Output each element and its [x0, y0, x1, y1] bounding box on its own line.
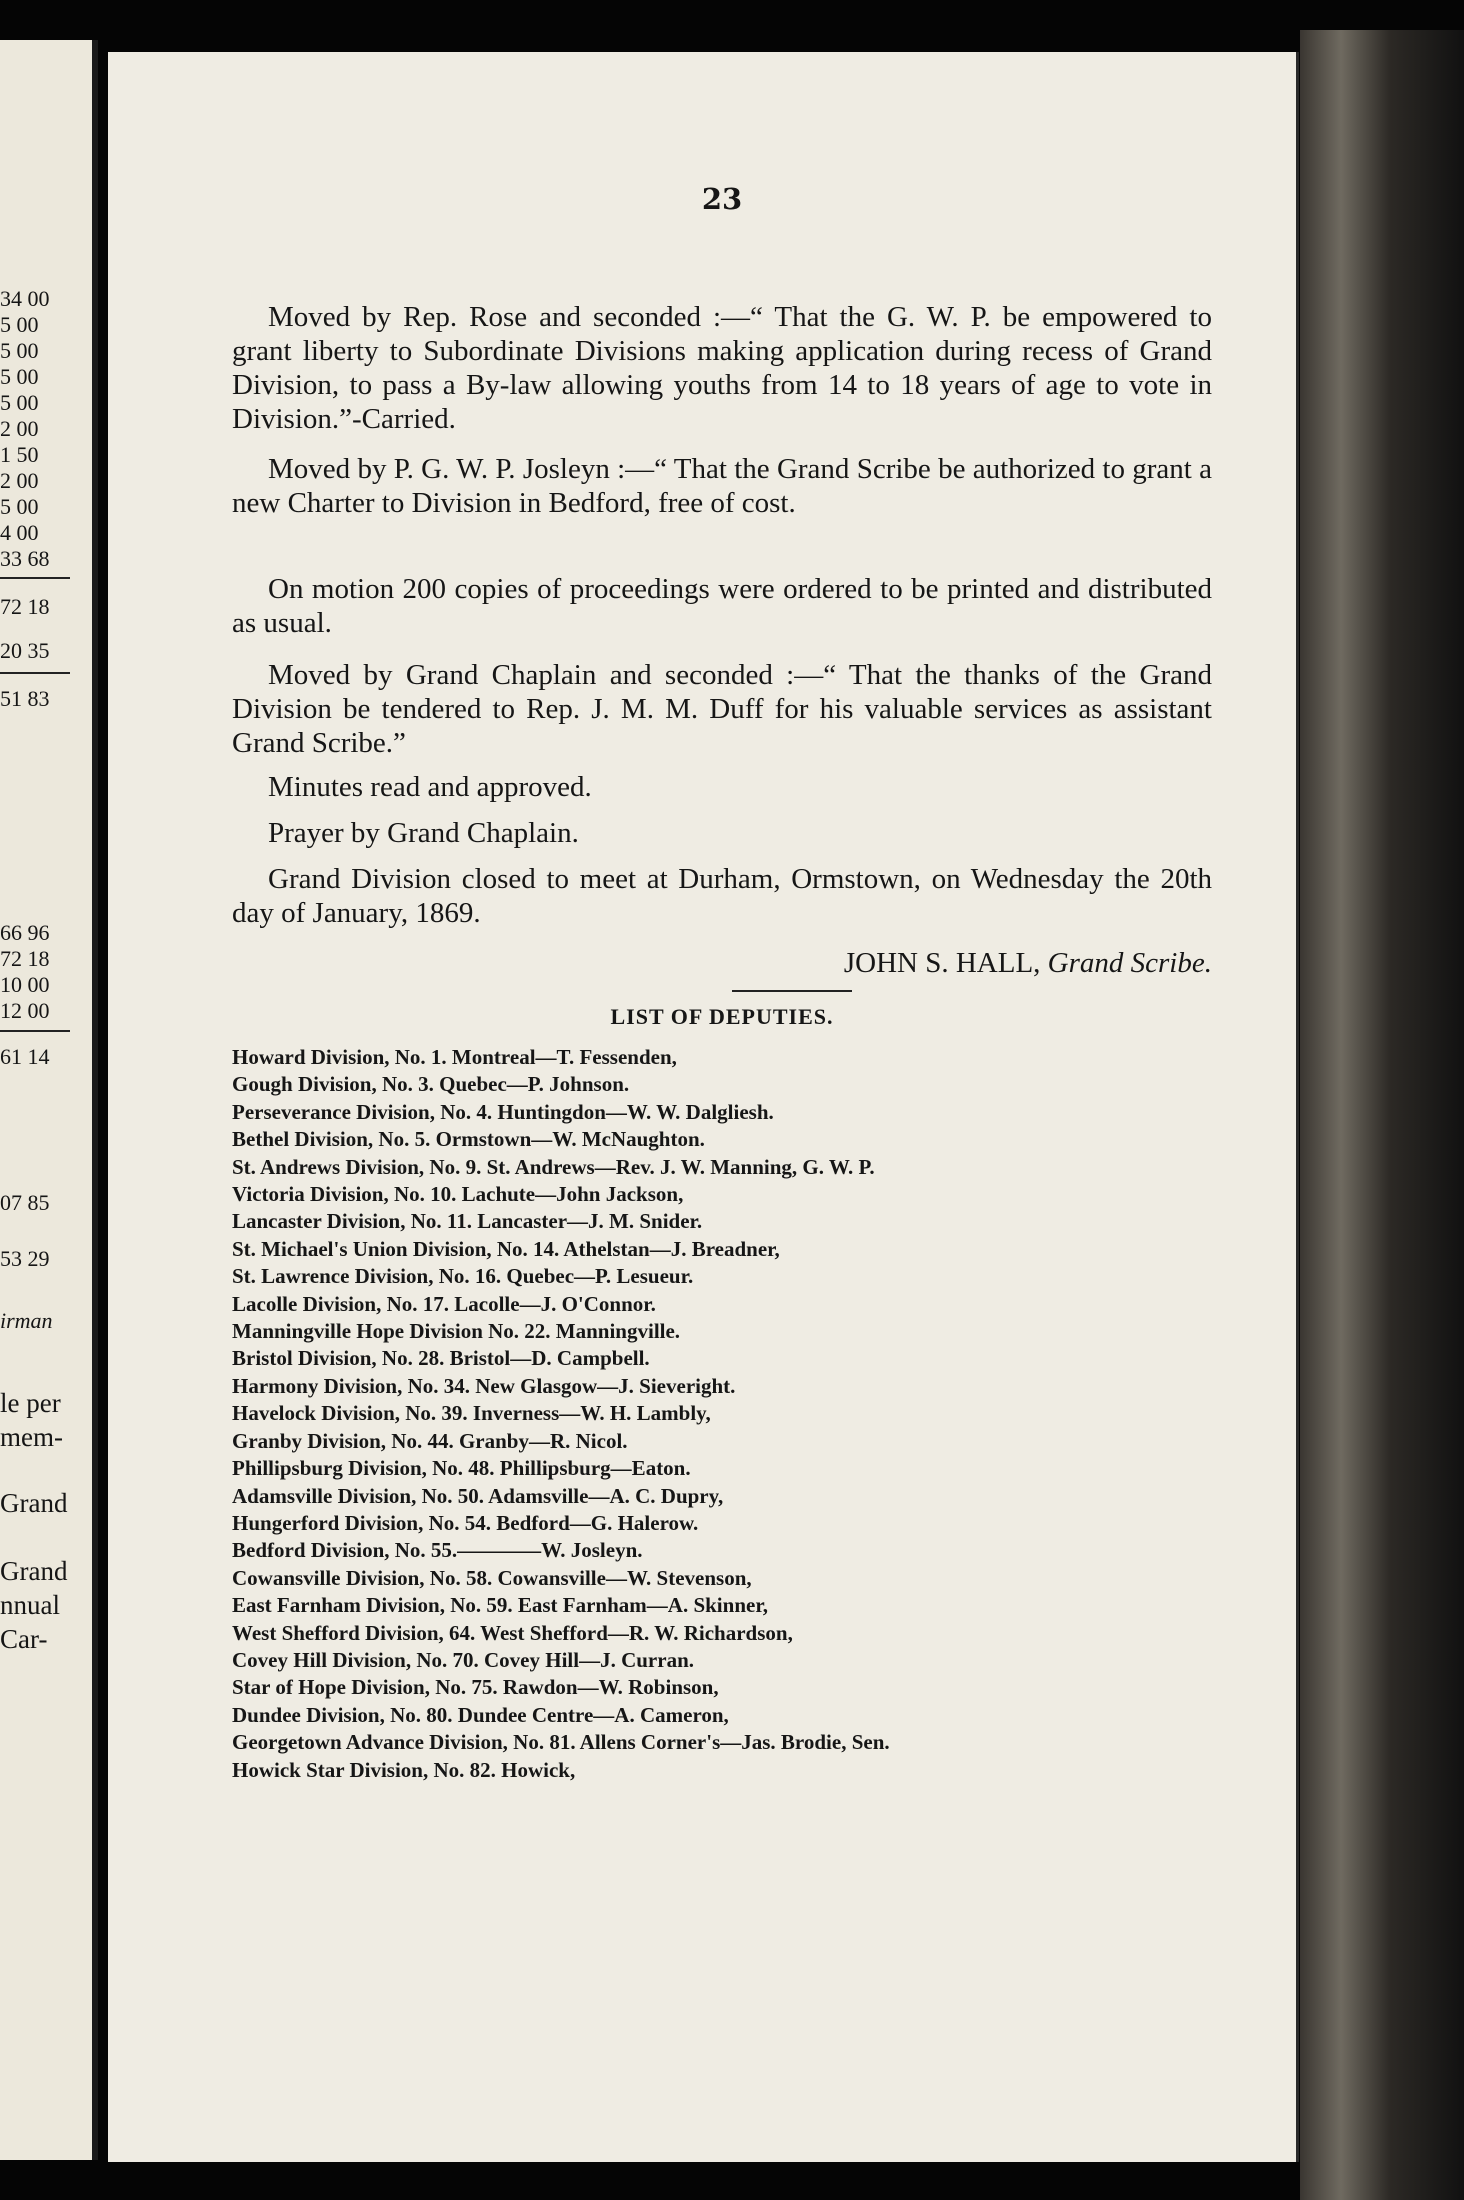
margin-fragment: 5 00 [0, 338, 39, 363]
list-item: Adamsville Division, No. 50. Adamsville—A. C. Dupry, [232, 1483, 724, 1508]
margin-fragment: irman [0, 1308, 53, 1333]
section-separator [732, 990, 852, 992]
margin-fragment: Grand [0, 1488, 68, 1518]
book-binding [1300, 30, 1464, 2200]
signature-name: JOHN S. HALL, [843, 947, 1041, 979]
paragraph-text: Moved by Grand Chaplain and seconded :—“ That the thanks of the Grand Division be tendered to Rep. J. M. M. Duff for his valuable services as assistant Grand Scribe.” [232, 659, 1212, 759]
margin-fragment: 72 18 [0, 946, 50, 971]
list-item: Perseverance Division, No. 4. Huntingdon—W. W. Dalgliesh. [232, 1099, 774, 1124]
list-item: Granby Division, No. 44. Granby—R. Nicol. [232, 1428, 628, 1453]
paragraph-text: On motion 200 copies of proceedings were ordered to be printed and distributed as usual. [232, 573, 1212, 639]
paragraph-text: Grand Division closed to meet at Durham, Ormstown, on Wednesday the 20th day of January, 1869. [232, 863, 1212, 929]
paragraph-motion-thanks [232, 658, 1212, 760]
signature-line [844, 946, 1212, 980]
margin-fragment: 1 50 [0, 442, 39, 467]
list-item: Dundee Division, No. 80. Dundee Centre—A. Cameron, [232, 1702, 729, 1727]
margin-fragment: 72 18 [0, 594, 50, 619]
margin-fragment: 07 85 [0, 1190, 50, 1215]
margin-fragment: 66 96 [0, 920, 50, 945]
margin-fragment: 20 35 [0, 638, 50, 663]
margin-rule [0, 577, 70, 579]
page-number: 23 [701, 182, 743, 216]
list-item: St. Michael's Union Division, No. 14. Athelstan—J. Breadner, [232, 1236, 780, 1261]
paragraph-closing [232, 862, 1212, 930]
deputies-list [232, 1044, 1212, 1784]
list-item: Harmony Division, No. 34. New Glasgow—J. Sieveright. [232, 1373, 736, 1398]
margin-fragment: 33 68 [0, 546, 50, 571]
paragraph-prayer [232, 816, 1212, 850]
margin-fragment: 4 00 [0, 520, 39, 545]
margin-rule [0, 672, 70, 674]
margin-fragment: 12 00 [0, 998, 50, 1023]
list-item: Bedford Division, No. 55.————W. Josleyn. [232, 1538, 643, 1563]
margin-fragment: 5 00 [0, 312, 39, 337]
paragraph-motion-rose [232, 300, 1212, 436]
list-item: Lacolle Division, No. 17. Lacolle—J. O'Connor. [232, 1291, 656, 1316]
margin-fragment: 2 00 [0, 416, 39, 441]
margin-fragment: 61 14 [0, 1044, 50, 1069]
list-item: Havelock Division, No. 39. Inverness—W. H. Lambly, [232, 1401, 711, 1426]
paragraph-text: Moved by P. G. W. P. Josleyn :—“ That the Grand Scribe be authorized to grant a new Charter to Division in Bedford, free of cost. [232, 453, 1212, 519]
list-item: St. Lawrence Division, No. 16. Quebec—P. Lesueur. [232, 1264, 694, 1289]
margin-fragment: 2 00 [0, 468, 39, 493]
list-item: Bethel Division, No. 5. Ormstown—W. McNaughton. [232, 1127, 705, 1152]
margin-rule [0, 1030, 70, 1032]
margin-fragment: le per [0, 1388, 61, 1418]
margin-fragment: 10 00 [0, 972, 50, 997]
list-item: Victoria Division, No. 10. Lachute—John Jackson, [232, 1182, 684, 1207]
list-item: Star of Hope Division, No. 75. Rawdon—W. Robinson, [232, 1675, 719, 1700]
paragraph-text: Moved by Rep. Rose and seconded :—“ That the G. W. P. be empowered to grant liberty to Subordinate Divisions making application during recess of Grand Division, to pass a By-law allowing youths from 14 to 18 years of age to vote in Division.”-Carried. [232, 301, 1212, 435]
list-item: Howick Star Division, No. 82. Howick, [232, 1757, 576, 1782]
margin-fragment: mem- [0, 1422, 63, 1452]
list-item: Howard Division, No. 1. Montreal—T. Fessenden, [232, 1045, 677, 1069]
paragraph-minutes [232, 770, 1212, 804]
list-item: Covey Hill Division, No. 70. Covey Hill—J. Curran. [232, 1647, 694, 1672]
list-item: Phillipsburg Division, No. 48. Phillipsburg—Eaton. [232, 1456, 691, 1481]
margin-fragment: 5 00 [0, 390, 39, 415]
margin-fragment: 5 00 [0, 494, 39, 519]
margin-fragment: 51 83 [0, 686, 50, 711]
list-item: East Farnham Division, No. 59. East Farnham—A. Skinner, [232, 1593, 768, 1618]
paragraph-text: Prayer by Grand Chaplain. [268, 817, 579, 849]
signature-title: Grand Scribe. [1047, 947, 1212, 979]
list-item: Manningville Hope Division No. 22. Manningville. [232, 1319, 681, 1344]
paragraph-text: Minutes read and approved. [268, 771, 592, 803]
list-item: St. Andrews Division, No. 9. St. Andrews—Rev. J. W. Manning, G. W. P. [232, 1154, 875, 1179]
list-item: Lancaster Division, No. 11. Lancaster—J. M. Snider. [232, 1209, 703, 1234]
deputies-heading: LIST OF DEPUTIES. [610, 1004, 834, 1029]
margin-fragment: nnual [0, 1590, 60, 1620]
margin-fragment: Grand [0, 1556, 68, 1586]
margin-fragment: 34 00 [0, 286, 50, 311]
margin-fragment: 53 29 [0, 1246, 50, 1271]
margin-fragment: Car- [0, 1624, 48, 1654]
list-item: Georgetown Advance Division, No. 81. Allens Corner's—Jas. Brodie, Sen. [232, 1730, 890, 1755]
list-item: Hungerford Division, No. 54. Bedford—G. Halerow. [232, 1510, 699, 1535]
list-item: Bristol Division, No. 28. Bristol—D. Campbell. [232, 1346, 650, 1371]
paragraph-motion-josleyn [232, 452, 1212, 520]
margin-fragment: 5 00 [0, 364, 39, 389]
book-page [108, 52, 1299, 2162]
list-item: Gough Division, No. 3. Quebec—P. Johnson. [232, 1072, 630, 1097]
adjacent-page-fragment [0, 40, 98, 2160]
list-item: West Shefford Division, 64. West Shefford—R. W. Richardson, [232, 1620, 793, 1645]
paragraph-motion-printing [232, 572, 1212, 640]
list-item: Cowansville Division, No. 58. Cowansville—W. Stevenson, [232, 1565, 752, 1590]
